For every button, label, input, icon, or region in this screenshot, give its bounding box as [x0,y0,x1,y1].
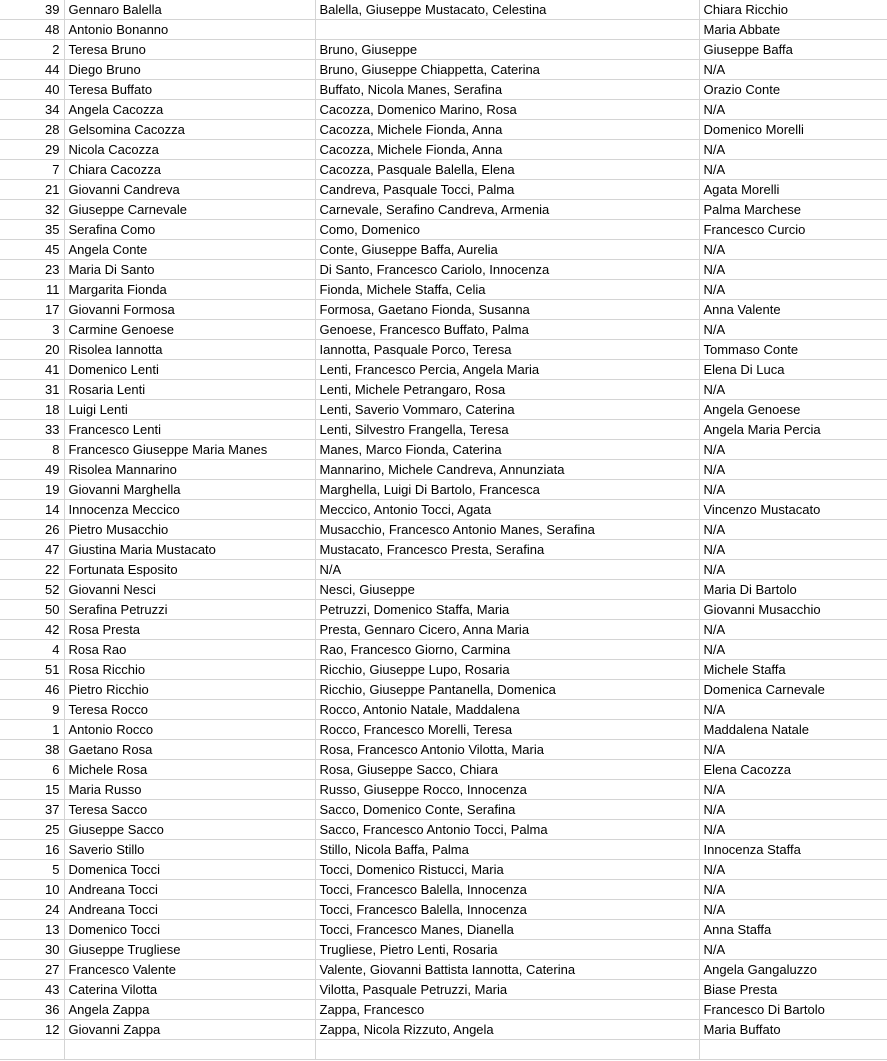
cell-parents[interactable]: Presta, Gennaro Cicero, Anna Maria [315,620,699,640]
cell-parents[interactable]: Zappa, Nicola Rizzuto, Angela [315,1020,699,1040]
cell-id[interactable]: 26 [0,520,64,540]
cell-name[interactable]: Giuseppe Sacco [64,820,315,840]
cell-parents[interactable]: Nesci, Giuseppe [315,580,699,600]
cell-spouse[interactable]: Orazio Conte [699,80,887,100]
cell-parents[interactable]: Buffato, Nicola Manes, Serafina [315,80,699,100]
cell-id[interactable]: 41 [0,360,64,380]
cell-parents[interactable]: Sacco, Domenico Conte, Serafina [315,800,699,820]
cell-spouse[interactable]: Michele Staffa [699,660,887,680]
cell-name[interactable]: Angela Cacozza [64,100,315,120]
cell-name[interactable]: Antonio Bonanno [64,20,315,40]
cell-name[interactable]: Teresa Buffato [64,80,315,100]
cell-spouse[interactable]: N/A [699,820,887,840]
cell-spouse[interactable]: N/A [699,380,887,400]
cell-parents[interactable]: Cacozza, Michele Fionda, Anna [315,120,699,140]
table-row [0,1000,887,1020]
cell-spouse[interactable]: N/A [699,740,887,760]
cell-parents[interactable]: Mannarino, Michele Candreva, Annunziata [315,460,699,480]
cell-id[interactable]: 50 [0,600,64,620]
cell-name[interactable]: Angela Zappa [64,1000,315,1020]
cell-parents[interactable]: Rocco, Francesco Morelli, Teresa [315,720,699,740]
cell-name[interactable]: Giovanni Marghella [64,480,315,500]
cell-id[interactable]: 2 [0,40,64,60]
cell-spouse[interactable]: Vincenzo Mustacato [699,500,887,520]
cell-spouse[interactable] [699,1040,887,1060]
cell-id[interactable]: 4 [0,640,64,660]
cell-name[interactable]: Teresa Sacco [64,800,315,820]
cell-id[interactable]: 28 [0,120,64,140]
cell-spouse[interactable]: Francesco Di Bartolo [699,1000,887,1020]
cell-parents[interactable]: Balella, Giuseppe Mustacato, Celestina [315,0,699,20]
cell-name[interactable]: Teresa Rocco [64,700,315,720]
cell-spouse[interactable]: N/A [699,560,887,580]
cell-spouse[interactable]: N/A [699,520,887,540]
cell-id[interactable]: 37 [0,800,64,820]
table-row [0,480,887,500]
table-row [0,0,887,20]
table-row [0,380,887,400]
cell-parents[interactable]: Fionda, Michele Staffa, Celia [315,280,699,300]
cell-spouse[interactable]: N/A [699,900,887,920]
cell-id[interactable]: 5 [0,860,64,880]
table-row [0,1020,887,1040]
cell-parents[interactable]: Ricchio, Giuseppe Pantanella, Domenica [315,680,699,700]
cell-spouse[interactable]: N/A [699,160,887,180]
cell-name[interactable]: Giuseppe Carnevale [64,200,315,220]
cell-name[interactable]: Risolea Mannarino [64,460,315,480]
table-row [0,460,887,480]
cell-id[interactable]: 33 [0,420,64,440]
cell-spouse[interactable]: N/A [699,860,887,880]
cell-parents[interactable]: Rosa, Giuseppe Sacco, Chiara [315,760,699,780]
cell-spouse[interactable]: Giuseppe Baffa [699,40,887,60]
cell-parents[interactable]: Como, Domenico [315,220,699,240]
table-row [0,500,887,520]
cell-spouse[interactable]: Palma Marchese [699,200,887,220]
cell-parents[interactable]: Stillo, Nicola Baffa, Palma [315,840,699,860]
cell-parents[interactable]: Bruno, Giuseppe Chiappetta, Caterina [315,60,699,80]
cell-parents[interactable]: Rao, Francesco Giorno, Carmina [315,640,699,660]
table-row [0,600,887,620]
cell-parents[interactable]: Lenti, Saverio Vommaro, Caterina [315,400,699,420]
cell-id[interactable]: 40 [0,80,64,100]
cell-parents[interactable]: Zappa, Francesco [315,1000,699,1020]
table-row [0,520,887,540]
cell-id[interactable]: 49 [0,460,64,480]
cell-spouse[interactable]: N/A [699,440,887,460]
table-row [0,300,887,320]
table-row [0,660,887,680]
cell-id[interactable]: 16 [0,840,64,860]
cell-name[interactable]: Giuseppe Trugliese [64,940,315,960]
table-row [0,820,887,840]
cell-parents[interactable] [315,20,699,40]
table-row [0,800,887,820]
cell-id[interactable]: 23 [0,260,64,280]
cell-name[interactable]: Rosa Ricchio [64,660,315,680]
cell-name[interactable]: Carmine Genoese [64,320,315,340]
table-row [0,240,887,260]
cell-id[interactable]: 44 [0,60,64,80]
cell-id[interactable]: 14 [0,500,64,520]
cell-id[interactable]: 45 [0,240,64,260]
cell-parents[interactable]: Bruno, Giuseppe [315,40,699,60]
cell-parents[interactable]: Mustacato, Francesco Presta, Serafina [315,540,699,560]
table-row [0,340,887,360]
table-row [0,940,887,960]
cell-name[interactable]: Margarita Fionda [64,280,315,300]
cell-spouse[interactable]: Chiara Ricchio [699,0,887,20]
cell-spouse[interactable]: N/A [699,140,887,160]
table-row [0,960,887,980]
cell-name[interactable]: Maria Di Santo [64,260,315,280]
cell-parents[interactable]: Meccico, Antonio Tocci, Agata [315,500,699,520]
cell-name[interactable]: Pietro Ricchio [64,680,315,700]
cell-spouse[interactable]: N/A [699,780,887,800]
cell-parents[interactable]: Musacchio, Francesco Antonio Manes, Serafina [315,520,699,540]
cell-spouse[interactable]: Agata Morelli [699,180,887,200]
cell-spouse[interactable]: Anna Valente [699,300,887,320]
cell-parents[interactable]: Cacozza, Pasquale Balella, Elena [315,160,699,180]
table-row [0,440,887,460]
cell-name[interactable]: Giovanni Zappa [64,1020,315,1040]
cell-name[interactable]: Gelsomina Cacozza [64,120,315,140]
cell-parents[interactable]: Tocci, Domenico Ristucci, Maria [315,860,699,880]
cell-spouse[interactable]: N/A [699,240,887,260]
cell-spouse[interactable]: N/A [699,260,887,280]
cell-parents[interactable]: Petruzzi, Domenico Staffa, Maria [315,600,699,620]
cell-id[interactable]: 39 [0,0,64,20]
cell-id[interactable]: 18 [0,400,64,420]
cell-id[interactable]: 17 [0,300,64,320]
cell-name[interactable]: Diego Bruno [64,60,315,80]
cell-name[interactable]: Serafina Como [64,220,315,240]
cell-parents[interactable]: Lenti, Francesco Percia, Angela Maria [315,360,699,380]
table-row [0,80,887,100]
cell-spouse[interactable]: N/A [699,940,887,960]
cell-name[interactable]: Rosa Presta [64,620,315,640]
table-row [0,140,887,160]
cell-parents[interactable]: Trugliese, Pietro Lenti, Rosaria [315,940,699,960]
cell-name[interactable]: Gaetano Rosa [64,740,315,760]
table-row [0,880,887,900]
cell-name[interactable]: Gennaro Balella [64,0,315,20]
cell-spouse[interactable]: N/A [699,880,887,900]
cell-id[interactable]: 20 [0,340,64,360]
table-row [0,20,887,40]
cell-name[interactable]: Caterina Vilotta [64,980,315,1000]
cell-id[interactable]: 13 [0,920,64,940]
cell-parents[interactable]: Cacozza, Michele Fionda, Anna [315,140,699,160]
cell-spouse[interactable]: N/A [699,700,887,720]
cell-name[interactable]: Rosaria Lenti [64,380,315,400]
cell-parents[interactable]: Lenti, Michele Petrangaro, Rosa [315,380,699,400]
table-row [0,540,887,560]
cell-parents[interactable]: Vilotta, Pasquale Petruzzi, Maria [315,980,699,1000]
cell-parents[interactable]: Manes, Marco Fionda, Caterina [315,440,699,460]
table-row [0,700,887,720]
cell-parents[interactable]: Tocci, Francesco Manes, Dianella [315,920,699,940]
cell-id[interactable]: 35 [0,220,64,240]
cell-id[interactable]: 11 [0,280,64,300]
cell-id[interactable]: 29 [0,140,64,160]
cell-spouse[interactable]: N/A [699,620,887,640]
cell-parents[interactable]: Conte, Giuseppe Baffa, Aurelia [315,240,699,260]
cell-name[interactable]: Rosa Rao [64,640,315,660]
cell-spouse[interactable]: Giovanni Musacchio [699,600,887,620]
cell-name[interactable]: Teresa Bruno [64,40,315,60]
cell-parents[interactable]: Lenti, Silvestro Frangella, Teresa [315,420,699,440]
cell-parents[interactable]: Carnevale, Serafino Candreva, Armenia [315,200,699,220]
cell-name[interactable]: Luigi Lenti [64,400,315,420]
cell-id[interactable]: 24 [0,900,64,920]
cell-spouse[interactable]: N/A [699,540,887,560]
cell-name[interactable]: Giustina Maria Mustacato [64,540,315,560]
cell-id[interactable]: 38 [0,740,64,760]
cell-name[interactable]: Francesco Valente [64,960,315,980]
cell-name[interactable]: Saverio Stillo [64,840,315,860]
cell-id[interactable]: 42 [0,620,64,640]
cell-spouse[interactable]: Maria Abbate [699,20,887,40]
cell-name[interactable]: Francesco Lenti [64,420,315,440]
table-row [0,180,887,200]
cell-id[interactable] [0,1040,64,1060]
cell-parents[interactable]: N/A [315,560,699,580]
table-row [0,980,887,1000]
cell-name[interactable]: Risolea Iannotta [64,340,315,360]
cell-id[interactable]: 47 [0,540,64,560]
table-row [0,360,887,380]
cell-id[interactable]: 30 [0,940,64,960]
cell-id[interactable]: 3 [0,320,64,340]
cell-parents[interactable]: Genoese, Francesco Buffato, Palma [315,320,699,340]
table-row [0,740,887,760]
cell-parents[interactable]: Rocco, Antonio Natale, Maddalena [315,700,699,720]
cell-name[interactable]: Francesco Giuseppe Maria Manes [64,440,315,460]
table-row [0,680,887,700]
cell-spouse[interactable]: N/A [699,460,887,480]
cell-parents[interactable]: Ricchio, Giuseppe Lupo, Rosaria [315,660,699,680]
cell-name[interactable]: Fortunata Esposito [64,560,315,580]
cell-id[interactable]: 6 [0,760,64,780]
cell-name[interactable]: Maria Russo [64,780,315,800]
table-row [0,160,887,180]
cell-id[interactable]: 27 [0,960,64,980]
cell-spouse[interactable]: N/A [699,320,887,340]
cell-id[interactable]: 43 [0,980,64,1000]
cell-id[interactable]: 31 [0,380,64,400]
cell-parents[interactable]: Tocci, Francesco Balella, Innocenza [315,900,699,920]
cell-parents[interactable]: Rosa, Francesco Antonio Vilotta, Maria [315,740,699,760]
cell-parents[interactable]: Cacozza, Domenico Marino, Rosa [315,100,699,120]
table-row [0,620,887,640]
table-row [0,840,887,860]
cell-name[interactable]: Andreana Tocci [64,880,315,900]
table-row [0,1040,887,1060]
cell-id[interactable]: 10 [0,880,64,900]
cell-name[interactable]: Giovanni Nesci [64,580,315,600]
cell-parents[interactable]: Tocci, Francesco Balella, Innocenza [315,880,699,900]
table-row [0,40,887,60]
cell-name[interactable]: Nicola Cacozza [64,140,315,160]
table-row [0,100,887,120]
cell-id[interactable]: 9 [0,700,64,720]
cell-name[interactable]: Giovanni Candreva [64,180,315,200]
cell-parents[interactable]: Russo, Giuseppe Rocco, Innocenza [315,780,699,800]
cell-spouse[interactable]: Maria Buffato [699,1020,887,1040]
table-row [0,400,887,420]
cell-spouse[interactable]: Elena Cacozza [699,760,887,780]
table-row [0,900,887,920]
cell-id[interactable]: 36 [0,1000,64,1020]
table-row [0,200,887,220]
cell-id[interactable]: 52 [0,580,64,600]
cell-id[interactable]: 25 [0,820,64,840]
cell-spouse[interactable]: Biase Presta [699,980,887,1000]
table-row [0,60,887,80]
cell-spouse[interactable]: Tommaso Conte [699,340,887,360]
cell-parents[interactable]: Sacco, Francesco Antonio Tocci, Palma [315,820,699,840]
cell-id[interactable]: 8 [0,440,64,460]
cell-spouse[interactable]: N/A [699,800,887,820]
cell-spouse[interactable]: N/A [699,640,887,660]
cell-id[interactable]: 46 [0,680,64,700]
cell-name[interactable]: Domenico Lenti [64,360,315,380]
table-row [0,640,887,660]
cell-spouse[interactable]: N/A [699,100,887,120]
cell-parents[interactable]: Marghella, Luigi Di Bartolo, Francesca [315,480,699,500]
cell-spouse[interactable]: Angela Genoese [699,400,887,420]
cell-name[interactable]: Andreana Tocci [64,900,315,920]
cell-name[interactable]: Serafina Petruzzi [64,600,315,620]
cell-name[interactable]: Giovanni Formosa [64,300,315,320]
cell-id[interactable]: 15 [0,780,64,800]
cell-id[interactable]: 48 [0,20,64,40]
cell-name[interactable]: Michele Rosa [64,760,315,780]
cell-parents[interactable] [315,1040,699,1060]
cell-spouse[interactable]: N/A [699,60,887,80]
cell-spouse[interactable]: Maddalena Natale [699,720,887,740]
cell-name[interactable]: Angela Conte [64,240,315,260]
table-row [0,220,887,240]
table-row [0,560,887,580]
cell-spouse[interactable]: Angela Maria Percia [699,420,887,440]
cell-id[interactable]: 51 [0,660,64,680]
cell-id[interactable]: 7 [0,160,64,180]
cell-id[interactable]: 19 [0,480,64,500]
cell-name[interactable]: Chiara Cacozza [64,160,315,180]
cell-id[interactable]: 21 [0,180,64,200]
table-row [0,580,887,600]
table-row [0,420,887,440]
table-row [0,860,887,880]
table-row [0,260,887,280]
table-row [0,120,887,140]
cell-name[interactable] [64,1040,315,1060]
cell-spouse[interactable]: Domenica Carnevale [699,680,887,700]
cell-spouse[interactable]: Domenico Morelli [699,120,887,140]
cell-id[interactable]: 12 [0,1020,64,1040]
cell-spouse[interactable]: Innocenza Staffa [699,840,887,860]
cell-spouse[interactable]: N/A [699,280,887,300]
table-row [0,720,887,740]
cell-spouse[interactable]: Francesco Curcio [699,220,887,240]
table-row [0,760,887,780]
table-row [0,280,887,300]
cell-parents[interactable]: Formosa, Gaetano Fionda, Susanna [315,300,699,320]
cell-spouse[interactable]: Anna Staffa [699,920,887,940]
cell-id[interactable]: 32 [0,200,64,220]
cell-id[interactable]: 34 [0,100,64,120]
cell-spouse[interactable]: Angela Gangaluzzo [699,960,887,980]
cell-name[interactable]: Domenica Tocci [64,860,315,880]
cell-spouse[interactable]: Elena Di Luca [699,360,887,380]
cell-id[interactable]: 22 [0,560,64,580]
cell-spouse[interactable]: Maria Di Bartolo [699,580,887,600]
cell-name[interactable]: Antonio Rocco [64,720,315,740]
cell-parents[interactable]: Iannotta, Pasquale Porco, Teresa [315,340,699,360]
cell-parents[interactable]: Valente, Giovanni Battista Iannotta, Caterina [315,960,699,980]
cell-name[interactable]: Domenico Tocci [64,920,315,940]
cell-name[interactable]: Pietro Musacchio [64,520,315,540]
cell-parents[interactable]: Di Santo, Francesco Cariolo, Innocenza [315,260,699,280]
table-row [0,320,887,340]
cell-spouse[interactable]: N/A [699,480,887,500]
cell-id[interactable]: 1 [0,720,64,740]
cell-name[interactable]: Innocenza Meccico [64,500,315,520]
table-row [0,780,887,800]
cell-parents[interactable]: Candreva, Pasquale Tocci, Palma [315,180,699,200]
table-row [0,920,887,940]
